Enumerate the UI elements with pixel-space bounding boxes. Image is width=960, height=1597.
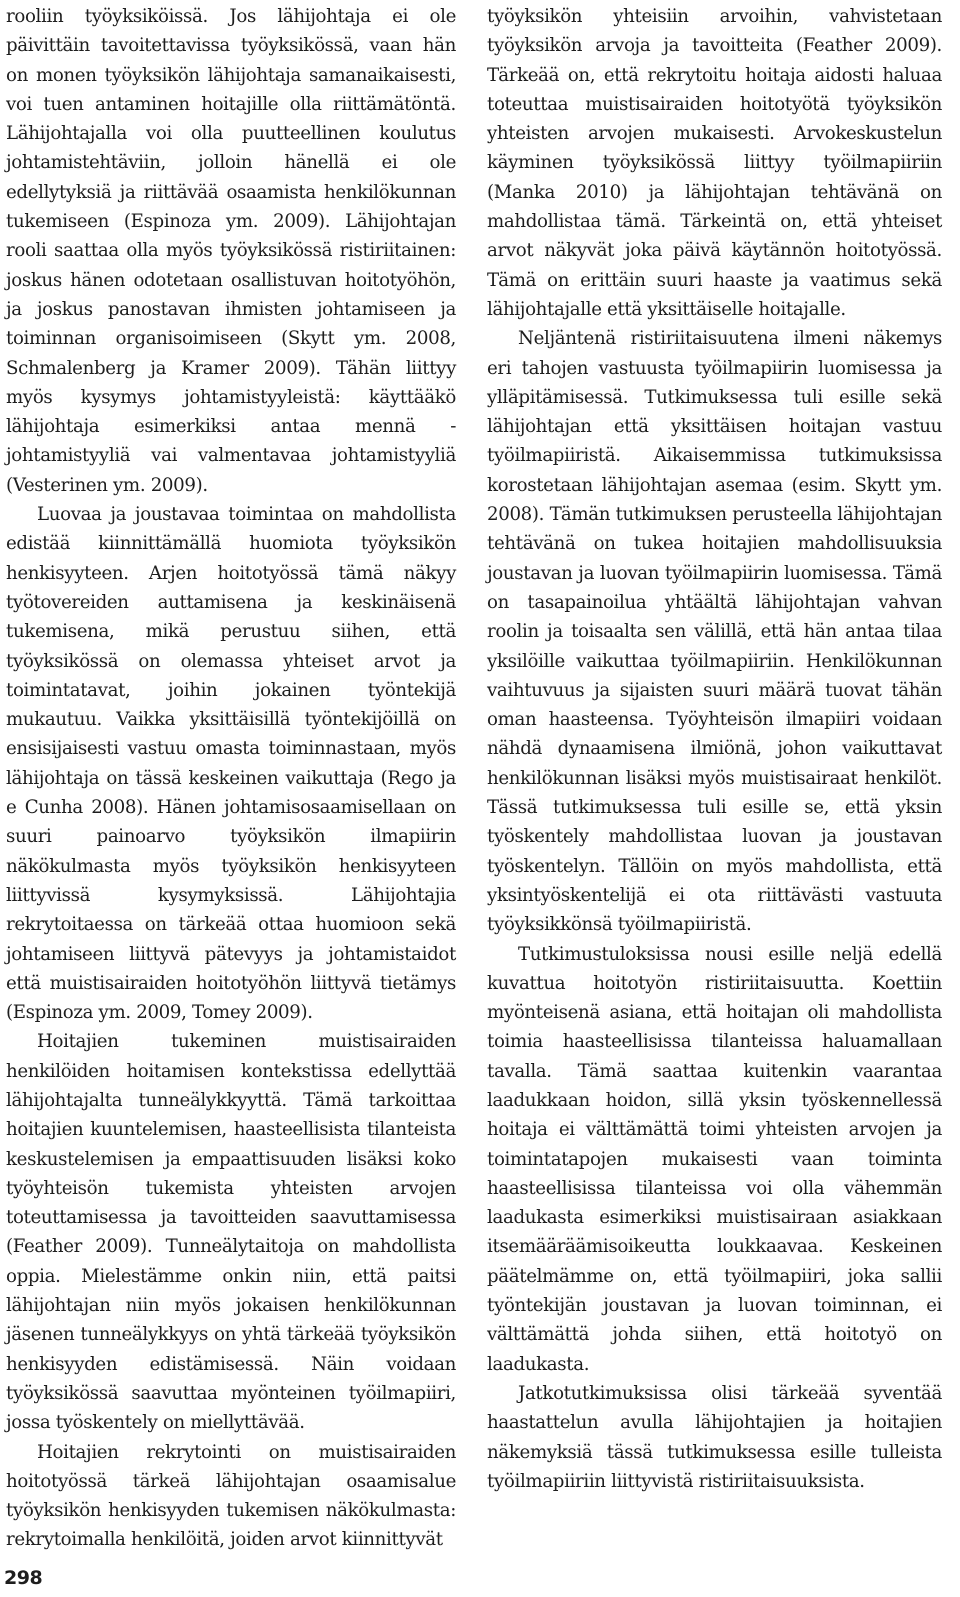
right-text-column <box>487 2 942 1496</box>
body-paragraph: työyksikön yhteisiin arvoihin, vahvistetaan työyksikön arvoja ja tavoitteita (Feather 2009). Tärkeää on, että rekrytoitu hoitaja aidosti haluaa toteuttaa muistisairaiden hoitotyötä työyksikön yhteisten arvojen mukaisesti. Arvokeskustelun käyminen työyksikössä liittyy työilmapiiriin (Manka 2010) ja lähijohtajan tehtävänä on mahdollistaa tämä. Tärkeintä on, että yhteiset arvot näkyvät joka päivä käytännön hoitotyössä. Tämä on erittäin suuri haaste ja vaatimus sekä lähijohtajalle että yksittäiselle hoitajalle. <box>487 6 942 320</box>
body-paragraph: Luovaa ja joustavaa toimintaa on mahdollista edistää kiinnittämällä huomiota työyksikön henkisyyteen. Arjen hoitotyössä tämä näkyy työtovereiden auttamisena ja keskinäisenä tukemisena, mikä perustuu siihen, että työyksikössä on olemassa yhteiset arvot ja toimintatavat, joihin jokainen työntekijä mukautuu. Vaikka yksittäisillä työntekijöillä on ensisijaisesti vastuu omasta toiminnastaan, myös lähijohtaja on tässä keskeinen vaikuttaja (Rego ja e Cunha 2008). Hänen johtamisosaamisellaan on suuri painoarvo työyksikön ilmapiirin näkökulmasta myös työyksikön henkisyyteen liittyvissä kysymyksissä. Lähijohtajia rekrytoitaessa on tärkeää ottaa huomioon sekä johtamiseen liittyvä pätevyys ja johtamistaidot että muistisairaiden hoitotyöhön liittyvä tietämys (Espinoza ym. 2009, Tomey 2009). <box>6 504 456 1024</box>
body-paragraph: rooliin työyksiköissä. Jos lähijohtaja ei ole päivittäin tavoitettavissa työyksikössä, vaan hän on monen työyksikön lähijohtaja samanaikaisesti, voi tuen antaminen hoitajille olla riittämätöntä. Lähijohtajalla voi olla puutteellinen koulutus johtamistehtäviin, jolloin hänellä ei ole edellytyksiä ja riittävää osaamista henkilökunnan tukemiseen (Espinoza ym. 2009). Lähijohtajan rooli saattaa olla myös työyksikössä ristiriitainen: joskus hänen odotetaan osallistuvan hoitotyöhön, ja joskus panostavan ihmisten johtamiseen ja toiminnan organisoimiseen (Skytt ym. 2008, Schmalenberg ja Kramer 2009). Tähän liittyy myös kysymys johtamistyyleistä: käyttääkö lähijohtaja esimerkiksi antaa mennä -johtamistyyliä vai valmentavaa johtamistyyliä (Vesterinen ym. 2009). <box>6 6 456 496</box>
body-paragraph: Hoitajien tukeminen muistisairaiden henkilöiden hoitamisen kontekstissa edellyttää lähijohtajalta tunneälykkyyttä. Tämä tarkoittaa hoitajien kuuntelemisen, haasteellisista tilanteista keskustelemisen ja empaattisuuden lisäksi koko työyhteisön tukemista yhteisten arvojen toteuttamisessa ja tavoitteiden saavuttamisessa (Feather 2009). Tunneälytaitoja on mahdollista oppia. Mielestämme onkin niin, että paitsi lähijohtajan niin myös jokaisen henkilökunnan jäsenen tunneälykkyys on yhtä tärkeää työyksikön henkisyyden edistämisessä. Näin voidaan työyksikössä saavuttaa myönteinen työilmapiiri, jossa työskentely on miellyttävää. <box>6 1031 456 1434</box>
left-text-column <box>6 2 456 1555</box>
body-paragraph: Jatkotutkimuksissa olisi tärkeää syventää haastattelun avulla lähijohtajien ja hoitajien näkemyksiä tässä tutkimuksessa esille tulleista työilmapiiriin liittyvistä ristiriitaisuuksista. <box>487 1382 942 1492</box>
body-paragraph: Hoitajien rekrytointi on muistisairaiden hoitotyössä tärkeä lähijohtajan osaamisalue työyksikön henkisyyden tukemisen näkökulmasta: rekrytoimalla henkilöitä, joiden arvot kiinnittyvät <box>6 1441 456 1551</box>
body-paragraph: Tutkimustuloksissa nousi esille neljä edellä kuvattua hoitotyön ristiriitaisuutta. Koettiin myönteisenä asiana, että hoitajan oli mahdollista toimia haasteellisissa tilanteissa haluamallaan tavalla. Tämä saattaa kuitenkin vaarantaa laadukkaan hoidon, sillä yksin työskennellessä hoitaja ei välttämättä toimi yhteisten arvojen ja toimintatapojen mukaisesti vaan toiminta haasteellisissa tilanteissa voi olla vähemmän laadukasta esimerkiksi muistisairaan asiakkaan itsemääräämisoikeutta loukkaavaa. Keskeinen päätelmämme on, että työilmapiiri, joka sallii työntekijän joustavan ja luovan toiminnan, ei välttämättä johda siihen, että hoitotyö on laadukasta. <box>487 943 942 1375</box>
body-paragraph: Neljäntenä ristiriitaisuutena ilmeni näkemys eri tahojen vastuusta työilmapiirin luomisessa ja ylläpitämisessä. Tutkimuksessa tuli esille sekä lähijohtajan että yksittäisen hoitajan vastuu työilmapiiristä. Aikaisemmissa tutkimuksissa korostetaan lähijohtajan asemaa (esim. Skytt ym. 2008). Tämän tutkimuksen perusteella lähijohtajan tehtävänä on tukea hoitajien mahdollisuuksia joustavan ja luovan työilmapiirin luomisessa. Tämä on tasapainoilua yhtäältä lähijohtajan vahvan roolin ja toisaalta sen välillä, että hän antaa tilaa yksilöille vaikuttaa työilmapiiriin. Henkilökunnan vaihtuvuus ja sijaisten suuri määrä tuovat tähän oman haasteensa. Työyhteisön ilmapiiri voidaan nähdä dynaamisena ilmiönä, johon vaikuttavat henkilökunnan lisäksi myös muistisairaat henkilöt. Tässä tutkimuksessa tuli esille se, että yksin työskentely mahdollistaa luovan ja joustavan työskentelyn. Tällöin on myös mahdollista, että yksintyöskentelijä ei ota riittävästi vastuuta työyksikkönsä työilmapiiristä. <box>487 328 942 936</box>
page-number: 298 <box>4 1567 43 1589</box>
